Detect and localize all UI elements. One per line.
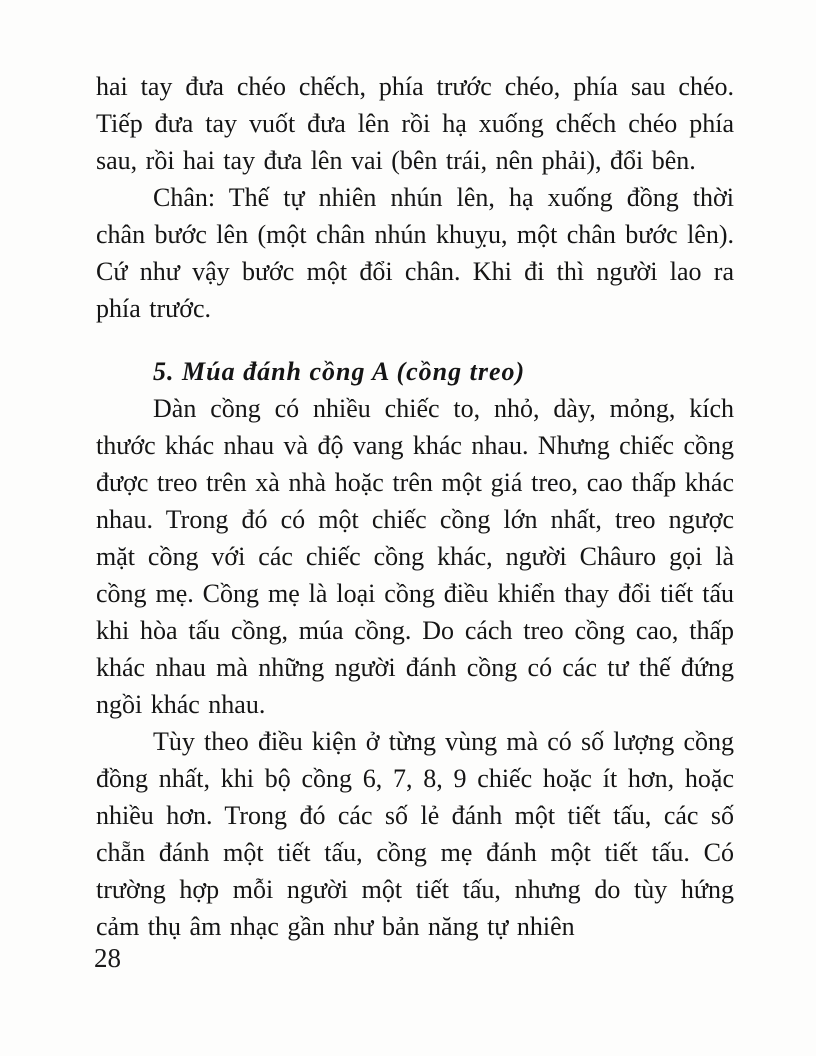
paragraph-tuy-theo: Tùy theo điều kiện ở từng vùng mà có số lượng cồng đồng nhất, khi bộ cồng 6, 7, 8, 9 chiếc hoặc ít hơn, hoặc nhiều hơn. Trong đó các số lẻ đánh một tiết tấu, các số chẵn đánh một tiết tấu, cồng mẹ đánh một tiết tấu. Có trường hợp mỗi người một tiết tấu, nhưng do tùy hứng cảm thụ âm nhạc gần như bản năng tự nhiên — [96, 727, 734, 941]
paragraph-chan: Chân: Thế tự nhiên nhún lên, hạ xuống đồng thời chân bước lên (một chân nhún khuỵu, một chân bước lên). Cứ như vậy bước một đổi chân. Khi đi thì người lao ra phía trước. — [96, 183, 734, 323]
paragraph-dan-cong: Dàn cồng có nhiều chiếc to, nhỏ, dày, mỏng, kích thước khác nhau và độ vang khác nhau. Nhưng chiếc cồng được treo trên xà nhà hoặc trên một giá treo, cao thấp khác nhau. Trong đó có một chiếc cồng lớn nhất, treo ngược mặt cồng với các chiếc cồng khác, người Châuro gọi là cồng mẹ. Cồng mẹ là loại cồng điều khiển thay đổi tiết tấu khi hòa tấu cồng, múa cồng. Do cách treo cồng cao, thấp khác nhau mà những người đánh cồng có các tư thế đứng ngồi khác nhau. — [96, 394, 734, 719]
section-heading: 5. Múa đánh cồng A (cồng treo) — [153, 357, 526, 386]
paragraph-continuation: hai tay đưa chéo chếch, phía trước chéo, phía sau chéo. Tiếp đưa tay vuốt đưa lên rồi hạ xuống chếch chéo phía sau, rồi hai tay đưa lên vai (bên trái, nên phải), đổi bên. — [96, 72, 734, 175]
page-number: 28 — [94, 943, 121, 973]
text-column — [96, 68, 734, 945]
